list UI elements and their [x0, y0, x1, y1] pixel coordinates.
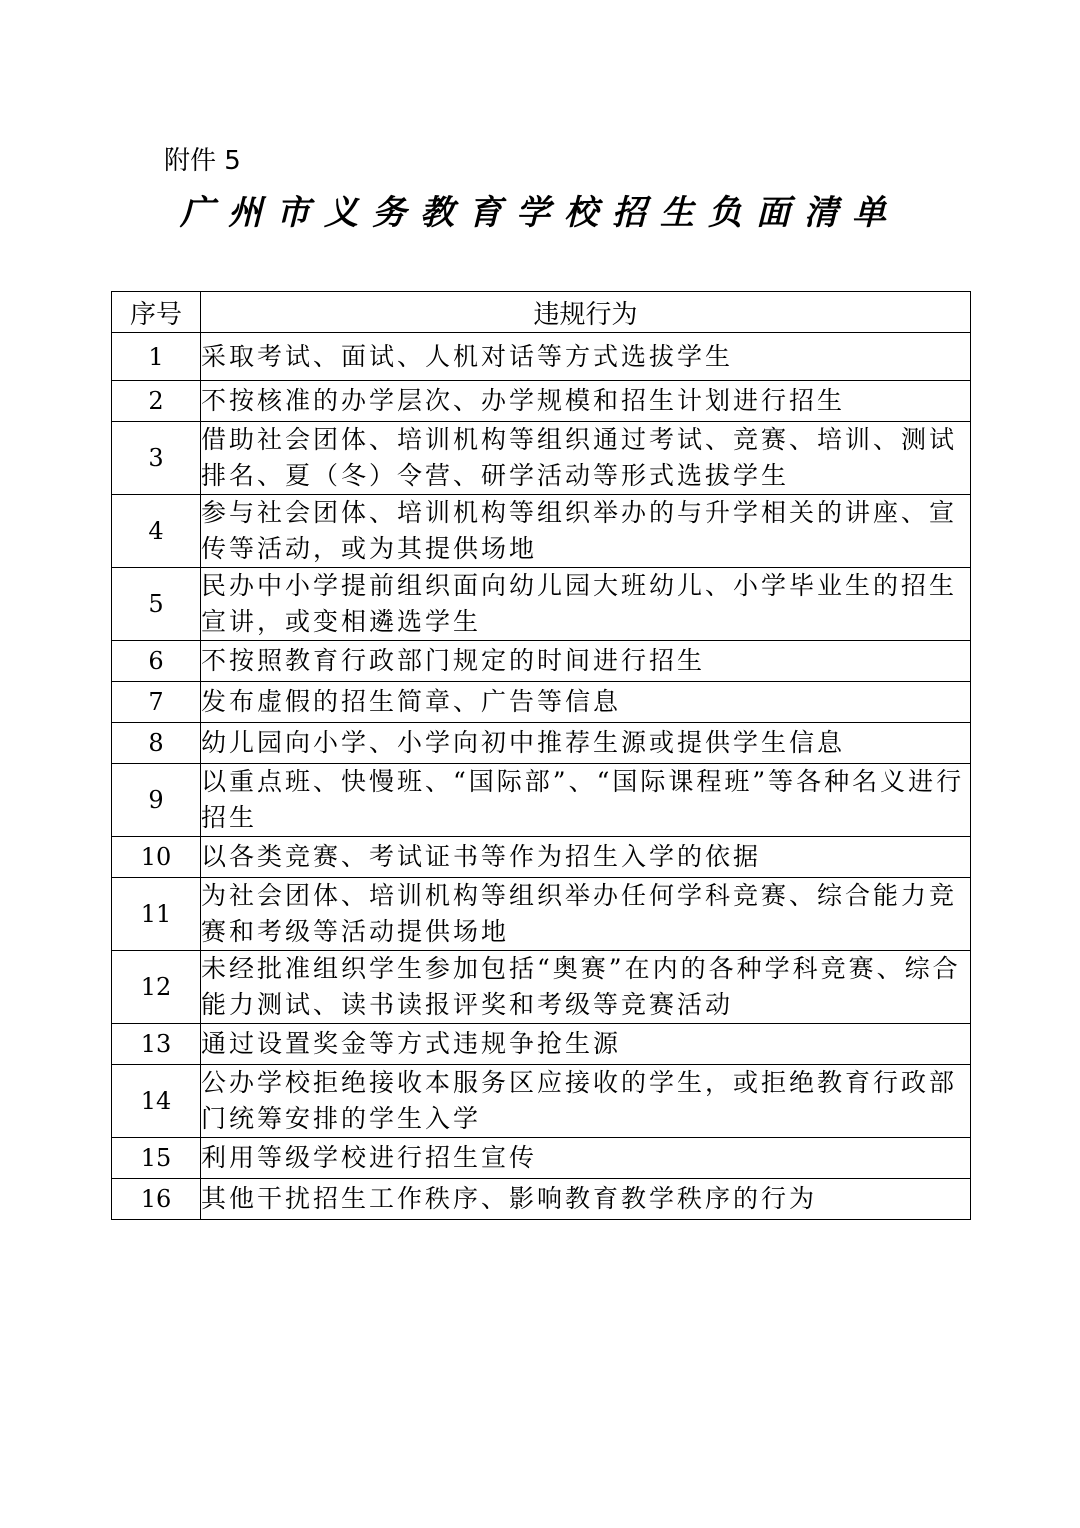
table-row — [112, 568, 971, 641]
row-number: 15 — [112, 1138, 201, 1179]
row-number: 9 — [112, 764, 201, 837]
table-row — [112, 1024, 971, 1065]
attachment-label: 附件 5 — [164, 146, 241, 176]
row-violation: 民办中小学提前组织面向幼儿园大班幼儿、小学毕业生的招生宣讲，或变相遴选学生 — [201, 568, 971, 641]
row-number: 4 — [112, 495, 201, 568]
row-violation: 以各类竞赛、考试证书等作为招生入学的依据 — [201, 837, 971, 878]
row-violation: 参与社会团体、培训机构等组织举办的与升学相关的讲座、宣传等活动，或为其提供场地 — [201, 495, 971, 568]
table-row — [112, 1138, 971, 1179]
table-row — [112, 641, 971, 682]
row-violation: 未经批准组织学生参加包括“奥赛”在内的各种学科竞赛、综合能力测试、读书读报评奖和考级等竞赛活动 — [201, 951, 971, 1024]
row-number: 1 — [112, 333, 201, 381]
row-number: 13 — [112, 1024, 201, 1065]
table-row — [112, 333, 971, 381]
table-row — [112, 723, 971, 764]
table-row — [112, 381, 971, 422]
row-violation: 不按照教育行政部门规定的时间进行招生 — [201, 641, 971, 682]
table-row — [112, 495, 971, 568]
row-violation: 不按核准的办学层次、办学规模和招生计划进行招生 — [201, 381, 971, 422]
page-title: 广州市义务教育学校招生负面清单 — [180, 193, 900, 233]
row-number: 6 — [112, 641, 201, 682]
row-number: 5 — [112, 568, 201, 641]
table-row — [112, 422, 971, 495]
column-header-violation: 违规行为 — [201, 292, 971, 333]
row-number: 7 — [112, 682, 201, 723]
table-row — [112, 682, 971, 723]
negative-list-table — [111, 291, 971, 1220]
row-number: 3 — [112, 422, 201, 495]
row-number: 14 — [112, 1065, 201, 1138]
row-violation: 公办学校拒绝接收本服务区应接收的学生，或拒绝教育行政部门统筹安排的学生入学 — [201, 1065, 971, 1138]
row-number: 10 — [112, 837, 201, 878]
row-violation: 发布虚假的招生简章、广告等信息 — [201, 682, 971, 723]
row-violation: 利用等级学校进行招生宣传 — [201, 1138, 971, 1179]
row-violation: 为社会团体、培训机构等组织举办任何学科竞赛、综合能力竞赛和考级等活动提供场地 — [201, 878, 971, 951]
table-row — [112, 837, 971, 878]
row-number: 2 — [112, 381, 201, 422]
row-violation: 幼儿园向小学、小学向初中推荐生源或提供学生信息 — [201, 723, 971, 764]
row-violation: 采取考试、面试、人机对话等方式选拔学生 — [201, 333, 971, 381]
row-violation: 借助社会团体、培训机构等组织通过考试、竞赛、培训、测试排名、夏（冬）令营、研学活动等形式选拔学生 — [201, 422, 971, 495]
row-violation: 以重点班、快慢班、“国际部”、“国际课程班”等各种名义进行招生 — [201, 764, 971, 837]
row-violation: 其他干扰招生工作秩序、影响教育教学秩序的行为 — [201, 1179, 971, 1220]
row-number: 16 — [112, 1179, 201, 1220]
row-violation: 通过设置奖金等方式违规争抢生源 — [201, 1024, 971, 1065]
row-number: 8 — [112, 723, 201, 764]
table-row — [112, 878, 971, 951]
table-row — [112, 764, 971, 837]
table-row — [112, 951, 971, 1024]
table-header-row — [112, 292, 971, 333]
column-header-number: 序号 — [112, 292, 201, 333]
table-row — [112, 1065, 971, 1138]
row-number: 11 — [112, 878, 201, 951]
row-number: 12 — [112, 951, 201, 1024]
table-row — [112, 1179, 971, 1220]
